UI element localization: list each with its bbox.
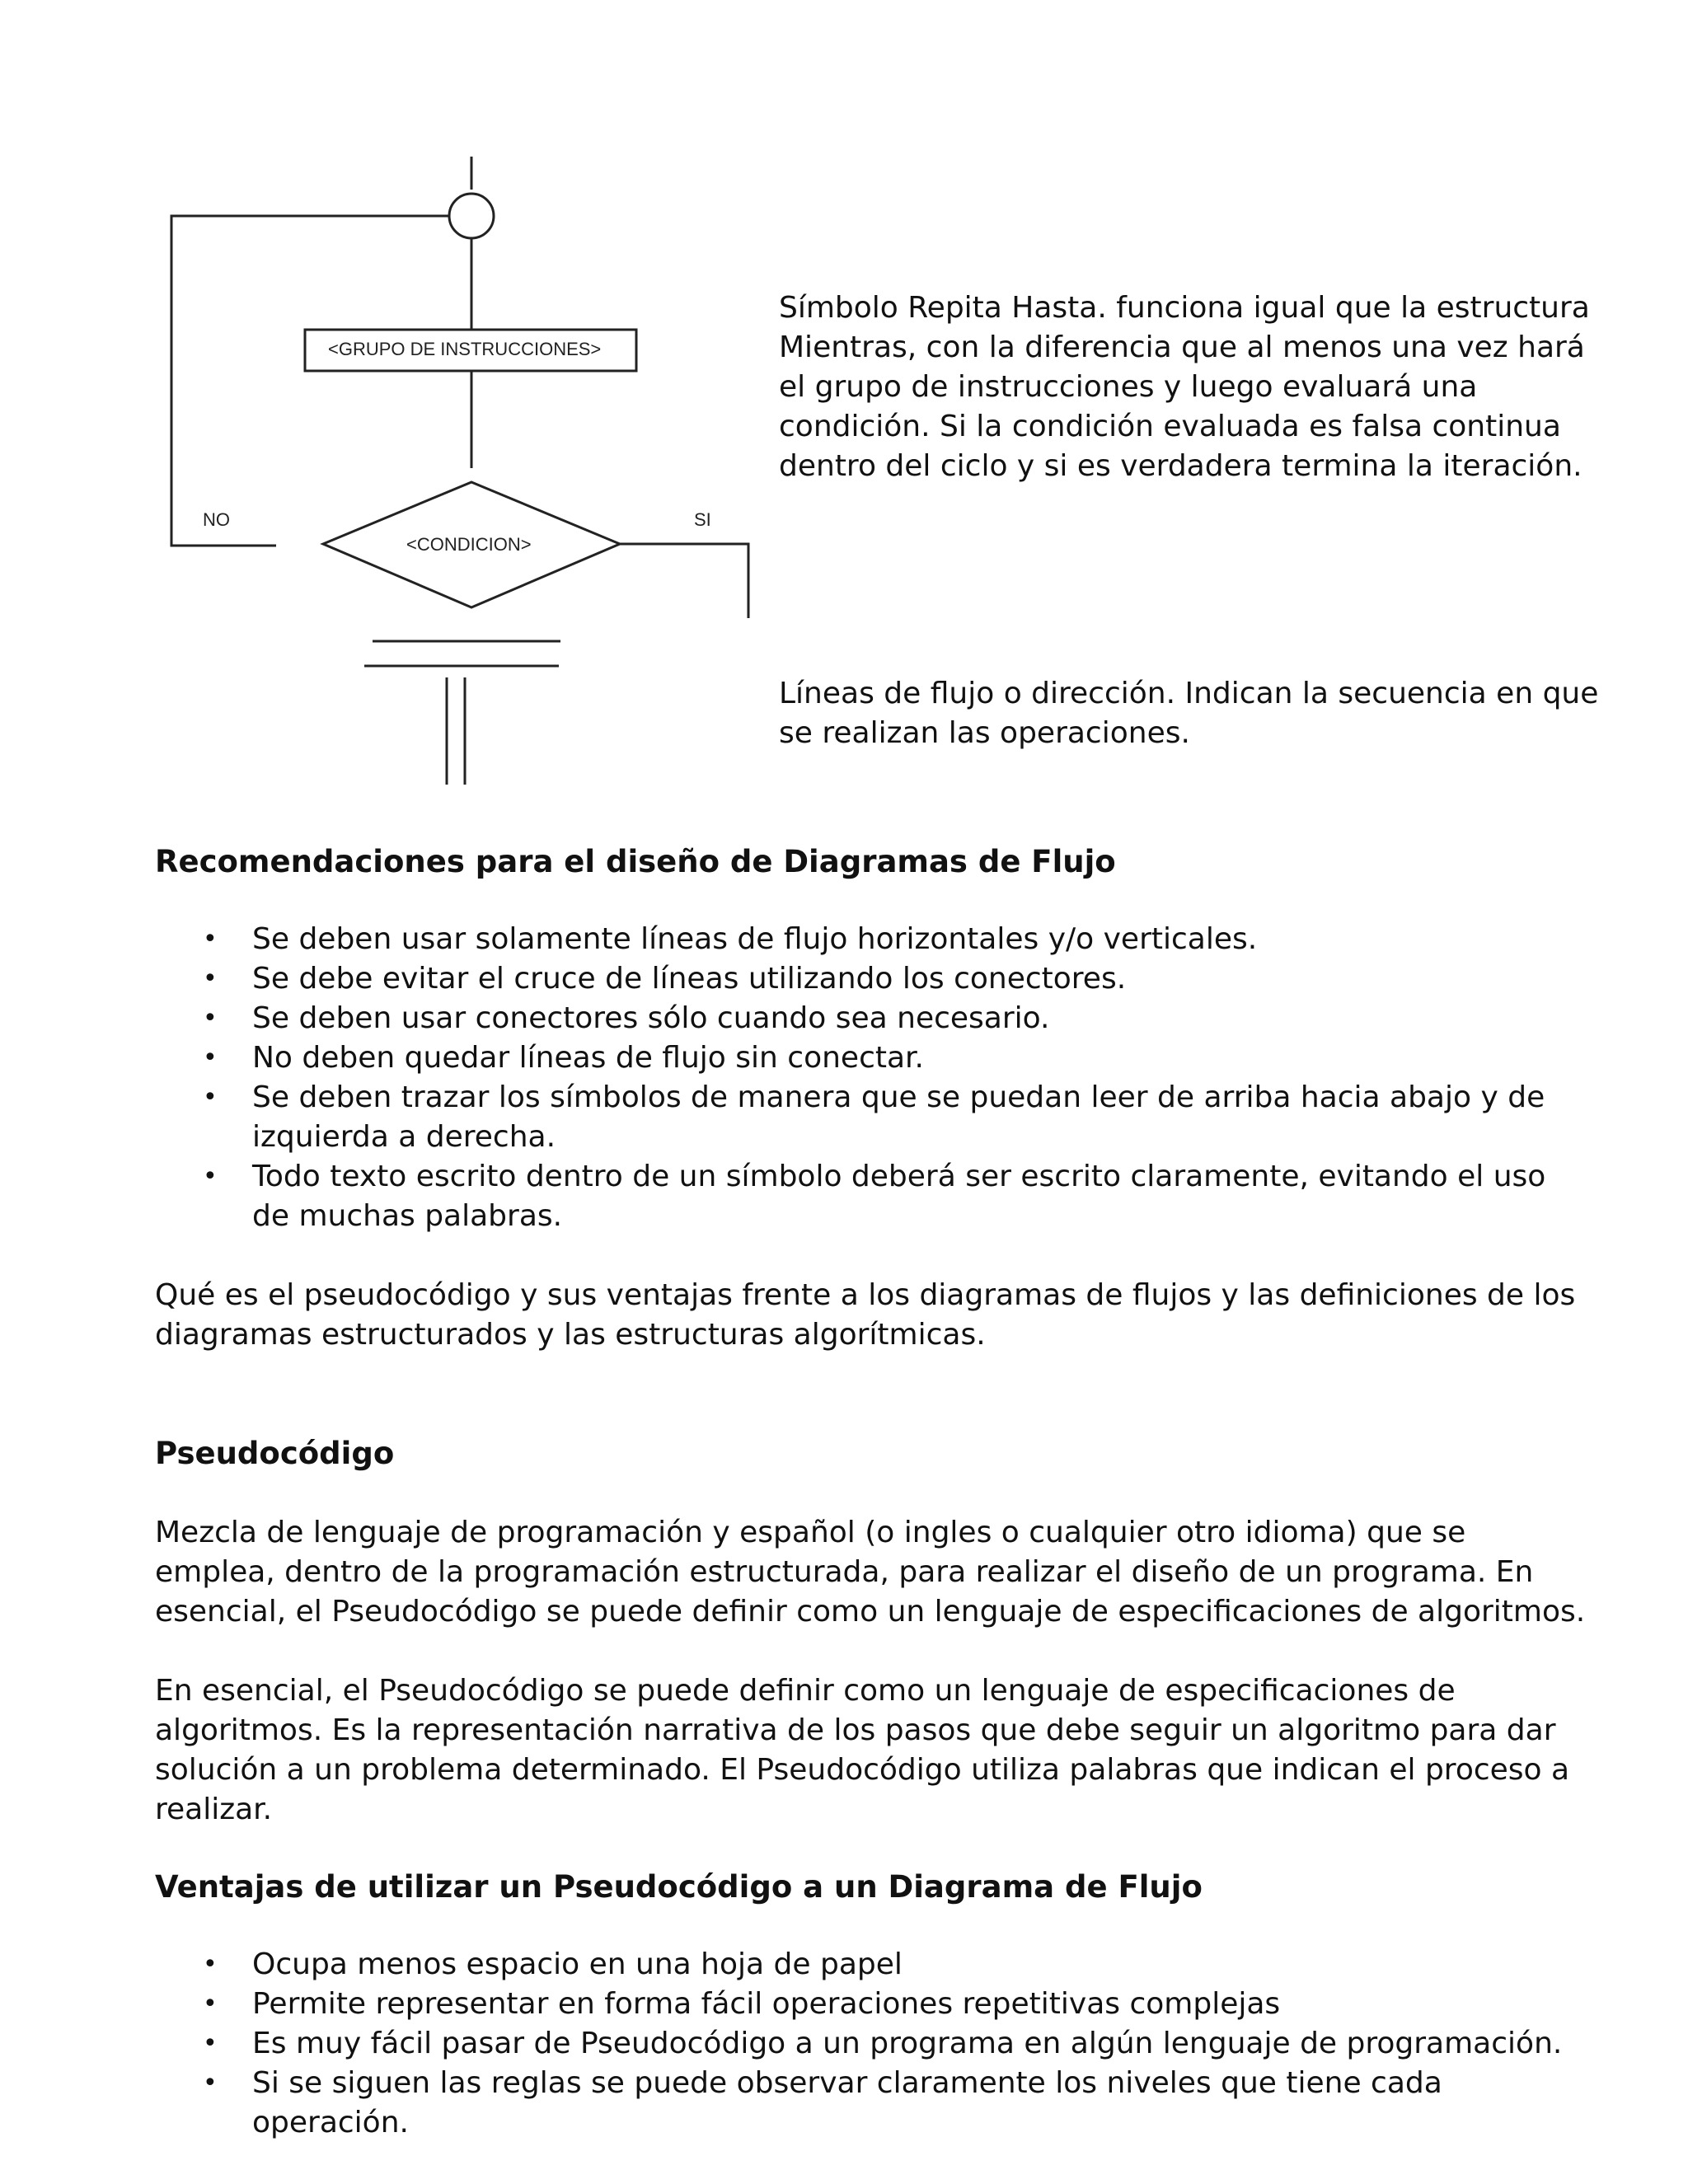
condition-label: <CONDICION> (406, 534, 532, 555)
recommendations-heading: Recomendaciones para el diseño de Diagramas de Flujo (155, 844, 1116, 879)
instructions-box-label: <GRUPO DE INSTRUCCIONES> (328, 339, 602, 359)
list-item: • Ocupa menos espacio en una hoja de papel (252, 1945, 1589, 1985)
repeat-until-diagram (148, 157, 775, 799)
list-item: • Es muy fácil pasar de Pseudocódigo a un programa en algún lenguaje de programación. (252, 2024, 1589, 2064)
list-item: • Todo texto escrito dentro de un símbolo deberá ser escrito claramente, evitando el uso de muchas palabras. (252, 1157, 1589, 1236)
list-item: • No deben quedar líneas de flujo sin conectar. (252, 1038, 1589, 1078)
list-item: • Se deben trazar los símbolos de manera que se puedan leer de arriba hacia abajo y de izquierda a derecha. (252, 1078, 1589, 1157)
diagram-svg (148, 157, 775, 799)
si-exit-line (620, 544, 748, 618)
list-item: • Permite representar en forma fácil operaciones repetitivas complejas (252, 1985, 1589, 2024)
repeat-until-description (779, 288, 1603, 486)
advantages-heading: Ventajas de utilizar un Pseudocódigo a un Diagrama de Flujo (155, 1869, 1203, 1905)
list-item: • Se deben usar conectores sólo cuando sea necesario. (252, 999, 1589, 1038)
flow-lines-description (779, 674, 1603, 753)
loop-back-line (171, 216, 449, 546)
advantages-list (155, 1945, 1589, 2143)
recommendations-list (155, 920, 1589, 1236)
list-item: • Se deben usar solamente líneas de flujo horizontales y/o verticales. (252, 920, 1589, 959)
list-item: • Si se siguen las reglas se puede observar claramente los niveles que tiene cada operación. (252, 2064, 1589, 2143)
pseudocode-paragraph-1: Mezcla de lenguaje de programación y español (o ingles o cualquier otro idioma) que se emplea, dentro de la programación estructurada, para realizar el diseño de un programa. En esencial, el Pseudocódigo se puede definir como un lenguaje de especificaciones de algoritmos. (155, 1516, 1586, 1629)
flow-lines-text: Líneas de flujo o dirección. Indican la secuencia en que se realizan las operaciones. (779, 677, 1599, 750)
pseudocode-heading: Pseudocódigo (155, 1436, 395, 1471)
connector-circle (449, 194, 494, 238)
list-item: • Se debe evitar el cruce de líneas utilizando los conectores. (252, 959, 1589, 999)
repeat-until-text: Símbolo Repita Hasta. funciona igual que la estructura Mientras, con la diferencia que al menos una vez hará el grupo de instrucciones y luego evaluará una condición. Si la condición evaluada es falsa continua dentro del ciclo y si es verdadera termina la iteración. (779, 291, 1590, 483)
pseudocode-paragraph-2: En esencial, el Pseudocódigo se puede definir como un lenguaje de especificaciones de algoritmos. Es la representación narrativa de los pasos que debe seguir un algoritmo para dar solución a un problema determinado. El Pseudocódigo utiliza palabras que indican el proceso a realizar. (155, 1674, 1570, 1826)
question-paragraph: Qué es el pseudocódigo y sus ventajas frente a los diagramas de flujos y las definiciones de los diagramas estructurados y las estructuras algorítmicas. (155, 1278, 1576, 1352)
no-label: NO (203, 509, 230, 530)
main-content (155, 842, 1589, 2143)
si-label: SI (694, 509, 711, 530)
